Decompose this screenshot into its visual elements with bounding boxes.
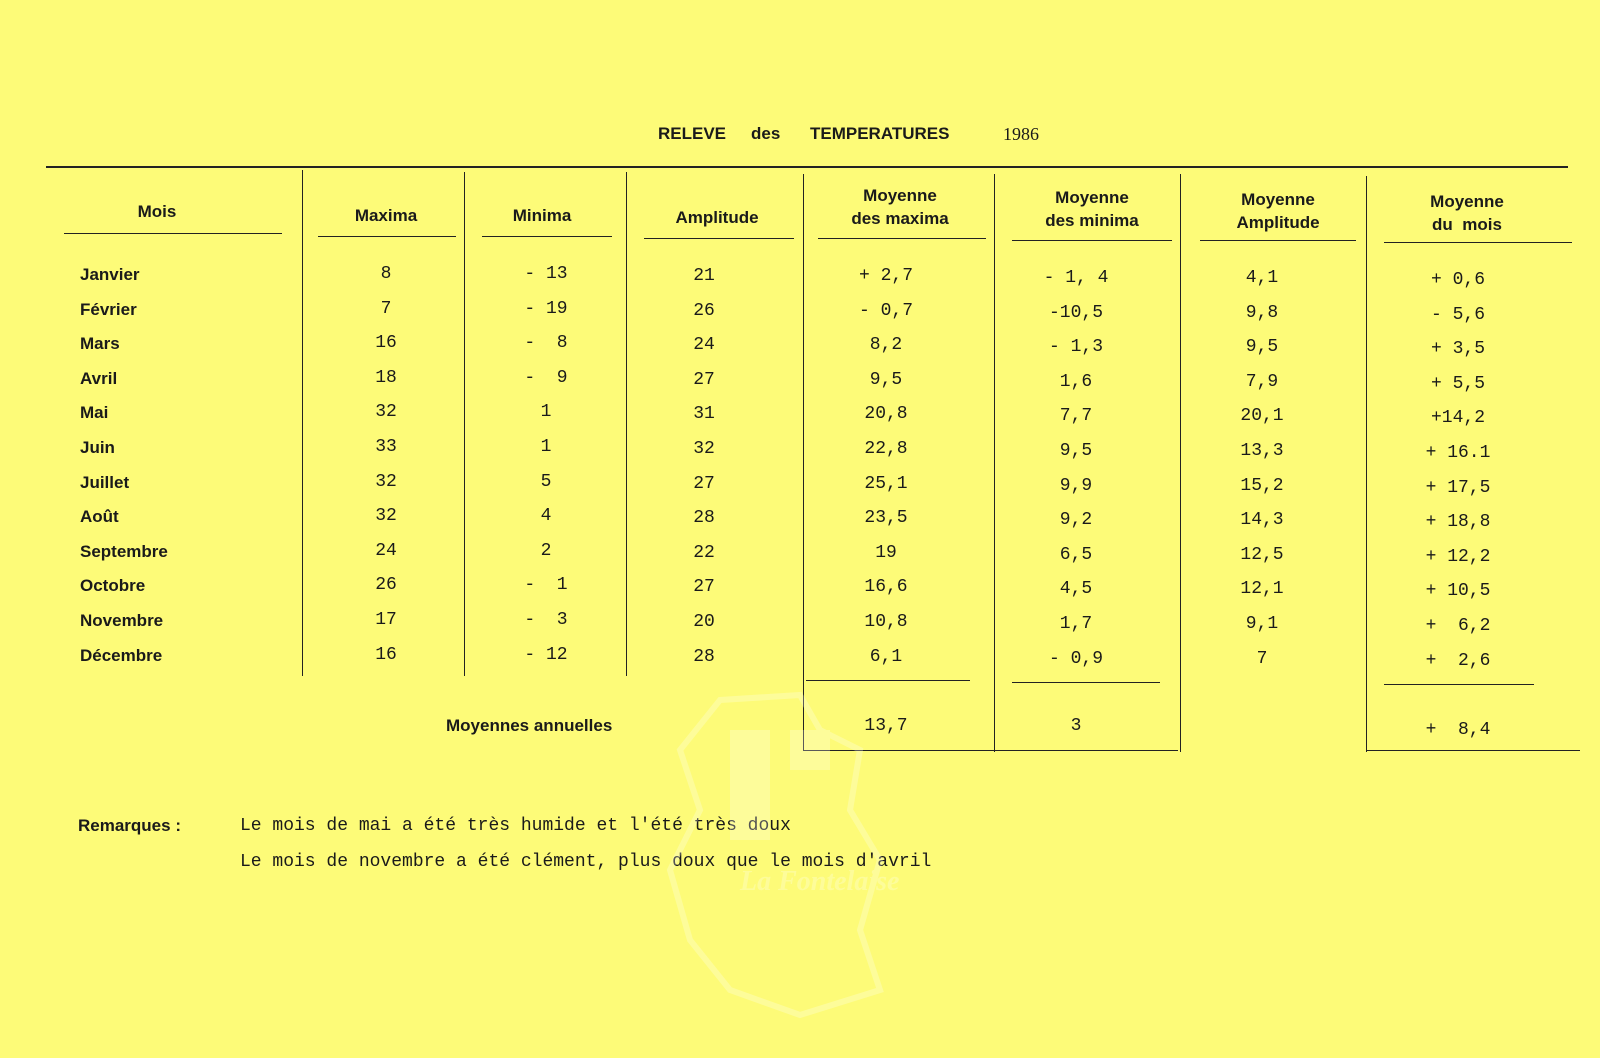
cell-moy-mois: + 6,2 xyxy=(1425,616,1491,636)
totals-rule xyxy=(1384,684,1534,685)
cell-moy-min: -10,5 xyxy=(1048,302,1104,323)
cell-moy-amp: 12,5 xyxy=(1240,544,1284,565)
cell-moy-amp: 15,2 xyxy=(1240,475,1284,496)
cell-minima: 1 xyxy=(540,437,552,457)
cell-moy-max: 25,1 xyxy=(864,473,908,494)
title-year: 1986 xyxy=(1003,124,1039,144)
header-moyenne-du-mois xyxy=(1392,190,1542,236)
month-label: Juin xyxy=(80,438,115,457)
header-underline xyxy=(318,236,456,237)
cell-amplitude: 27 xyxy=(693,369,715,390)
header-underline xyxy=(64,233,282,234)
column-divider xyxy=(626,172,627,676)
cell-moy-amp: 7 xyxy=(1256,648,1268,669)
cell-amplitude: 28 xyxy=(693,508,715,529)
header-line: Amplitude xyxy=(1236,213,1320,232)
cell-maxima: 8 xyxy=(380,264,392,284)
cell-moy-min: 9,5 xyxy=(1059,441,1093,461)
cell-moy-mois: + 5,5 xyxy=(1430,373,1486,394)
cell-moy-max: 22,8 xyxy=(864,439,908,459)
cell-maxima: 24 xyxy=(375,540,397,561)
cell-amplitude: 22 xyxy=(693,542,715,563)
cell-amplitude: 31 xyxy=(693,404,715,425)
header-line: Moyenne xyxy=(863,186,937,205)
cell-moy-mois: + 3,5 xyxy=(1430,339,1486,360)
cell-maxima: 32 xyxy=(375,506,397,527)
cell-minima: - 19 xyxy=(524,298,568,319)
cell-minima: 1 xyxy=(540,402,552,423)
cell-moy-mois: + 16.1 xyxy=(1425,443,1491,463)
header-underline xyxy=(644,238,794,239)
cell-moy-max: - 0,7 xyxy=(858,300,914,321)
remarks-label: Remarques : xyxy=(78,816,181,835)
cell-moy-min: 4,5 xyxy=(1059,579,1093,600)
cell-minima: - 3 xyxy=(524,610,568,630)
cell-minima: - 1 xyxy=(524,575,568,596)
cell-moy-max: 9,5 xyxy=(869,369,903,390)
column-divider xyxy=(803,174,804,750)
header-underline xyxy=(1012,240,1172,241)
cell-moy-max: 6,1 xyxy=(869,646,903,667)
annual-moyenne-maxima: 13,7 xyxy=(864,716,908,736)
cell-moy-min: - 1,3 xyxy=(1048,337,1104,358)
cell-minima: - 12 xyxy=(524,644,568,665)
cell-amplitude: 20 xyxy=(693,612,715,632)
cell-moy-amp: 9,5 xyxy=(1245,337,1279,358)
cell-moy-mois: + 10,5 xyxy=(1425,581,1491,602)
cell-amplitude: 24 xyxy=(693,335,715,356)
annual-moyenne-mois: + 8,4 xyxy=(1425,720,1491,740)
cell-minima: 2 xyxy=(540,540,552,561)
cell-moy-amp: 14,3 xyxy=(1240,510,1284,531)
cell-maxima: 16 xyxy=(375,644,397,665)
watermark-logo xyxy=(650,690,910,1025)
header-line: Moyenne xyxy=(1430,192,1504,211)
cell-maxima: 7 xyxy=(380,298,392,319)
header-underline xyxy=(482,236,612,237)
cell-moy-max: 16,6 xyxy=(864,577,908,598)
cell-minima: - 9 xyxy=(524,367,568,388)
header-moyenne-amplitude xyxy=(1198,188,1358,234)
month-label: Avril xyxy=(80,368,118,388)
cell-moy-mois: + 2,6 xyxy=(1425,650,1491,671)
cell-maxima: 32 xyxy=(375,402,397,423)
cell-moy-max: 19 xyxy=(875,542,897,563)
header-line: du mois xyxy=(1432,215,1502,234)
month-label: Mars xyxy=(80,334,120,354)
cell-moy-mois: + 0,6 xyxy=(1430,270,1486,290)
cell-maxima: 18 xyxy=(375,367,397,388)
cell-minima: 5 xyxy=(540,471,552,492)
cell-moy-max: 23,5 xyxy=(864,508,908,529)
header-line: Moyenne xyxy=(1055,188,1129,207)
cell-maxima: 33 xyxy=(375,437,397,457)
cell-moy-max: 10,8 xyxy=(864,612,908,632)
totals-rule xyxy=(1012,682,1160,683)
month-label: Octobre xyxy=(80,576,146,596)
month-label: Janvier xyxy=(80,265,140,284)
remark-line-1: Le mois de mai a été très humide et l'été très doux xyxy=(240,816,791,836)
month-label: Février xyxy=(80,299,137,319)
header-amplitude: Amplitude xyxy=(675,208,759,227)
column-divider xyxy=(464,172,465,676)
header-underline xyxy=(818,238,986,239)
title-word-releve: RELEVE xyxy=(658,124,727,143)
column-divider xyxy=(1180,174,1181,752)
title-word-des: des xyxy=(751,124,781,143)
header-line: des minima xyxy=(1045,211,1139,230)
cell-moy-amp: 12,1 xyxy=(1240,579,1284,600)
cell-maxima: 17 xyxy=(375,610,397,630)
month-label: Mai xyxy=(80,403,109,423)
cell-moy-mois: + 17,5 xyxy=(1425,477,1491,498)
header-mois: Mois xyxy=(137,202,177,221)
annual-bottom-rule xyxy=(1366,750,1580,751)
annual-moyenne-minima: 3 xyxy=(1070,716,1082,736)
month-label: Décembre xyxy=(80,645,163,665)
cell-moy-amp: 20,1 xyxy=(1240,406,1284,427)
cell-maxima: 32 xyxy=(375,471,397,492)
cell-moy-min: 1,6 xyxy=(1059,371,1093,392)
cell-moy-max: + 2,7 xyxy=(858,266,914,286)
totals-rule xyxy=(806,680,970,681)
header-moyenne-des-minima xyxy=(1012,186,1172,232)
cell-moy-mois: - 5,6 xyxy=(1430,304,1486,325)
cell-moy-min: 7,7 xyxy=(1059,406,1093,427)
cell-amplitude: 27 xyxy=(693,473,715,494)
header-underline xyxy=(1384,242,1572,243)
cell-moy-max: 20,8 xyxy=(864,404,908,425)
cell-moy-mois: + 12,2 xyxy=(1425,546,1491,567)
cell-moy-max: 8,2 xyxy=(869,335,903,356)
cell-amplitude: 26 xyxy=(693,300,715,321)
cell-moy-min: 9,9 xyxy=(1059,475,1093,496)
table-top-rule xyxy=(46,166,1568,168)
cell-moy-min: - 1, 4 xyxy=(1043,268,1109,288)
cell-maxima: 26 xyxy=(375,575,397,596)
cell-minima: 4 xyxy=(540,506,552,527)
month-label: Août xyxy=(80,507,119,527)
cell-amplitude: 28 xyxy=(693,646,715,667)
month-label: Novembre xyxy=(80,611,164,630)
column-divider xyxy=(994,174,995,752)
cell-moy-amp: 7,9 xyxy=(1245,371,1279,392)
cell-amplitude: 21 xyxy=(693,266,715,286)
column-divider xyxy=(302,170,303,676)
cell-moy-min: - 0,9 xyxy=(1048,648,1104,669)
cell-moy-amp: 9,1 xyxy=(1245,614,1279,634)
annual-averages-label: Moyennes annuelles xyxy=(446,716,613,735)
header-line: Moyenne xyxy=(1241,190,1315,209)
cell-moy-amp: 9,8 xyxy=(1245,302,1279,323)
cell-moy-amp: 4,1 xyxy=(1245,268,1279,288)
cell-amplitude: 27 xyxy=(693,577,715,598)
cell-amplitude: 32 xyxy=(693,439,715,459)
header-maxima: Maxima xyxy=(354,206,418,225)
watermark-text: La Fontelaise xyxy=(740,866,900,897)
month-label: Juillet xyxy=(80,472,130,492)
remark-line-2: Le mois de novembre a été clément, plus doux que le mois d'avril xyxy=(240,852,932,872)
cell-minima: - 13 xyxy=(524,264,568,284)
cell-moy-amp: 13,3 xyxy=(1240,441,1284,461)
header-underline xyxy=(1200,240,1356,241)
cell-moy-min: 1,7 xyxy=(1059,614,1093,634)
cell-moy-min: 6,5 xyxy=(1059,544,1093,565)
cell-moy-mois: + 18,8 xyxy=(1425,512,1491,533)
header-line: des maxima xyxy=(851,209,949,228)
month-label: Septembre xyxy=(80,541,168,561)
header-minima: Minima xyxy=(512,206,572,225)
title-word-temperatures: TEMPERATURES xyxy=(810,124,950,143)
column-divider xyxy=(1366,176,1367,752)
cell-minima: - 8 xyxy=(524,333,568,354)
cell-moy-mois: +14,2 xyxy=(1430,408,1486,429)
cell-moy-min: 9,2 xyxy=(1059,510,1093,531)
header-moyenne-des-maxima xyxy=(820,184,980,230)
cell-maxima: 16 xyxy=(375,333,397,354)
